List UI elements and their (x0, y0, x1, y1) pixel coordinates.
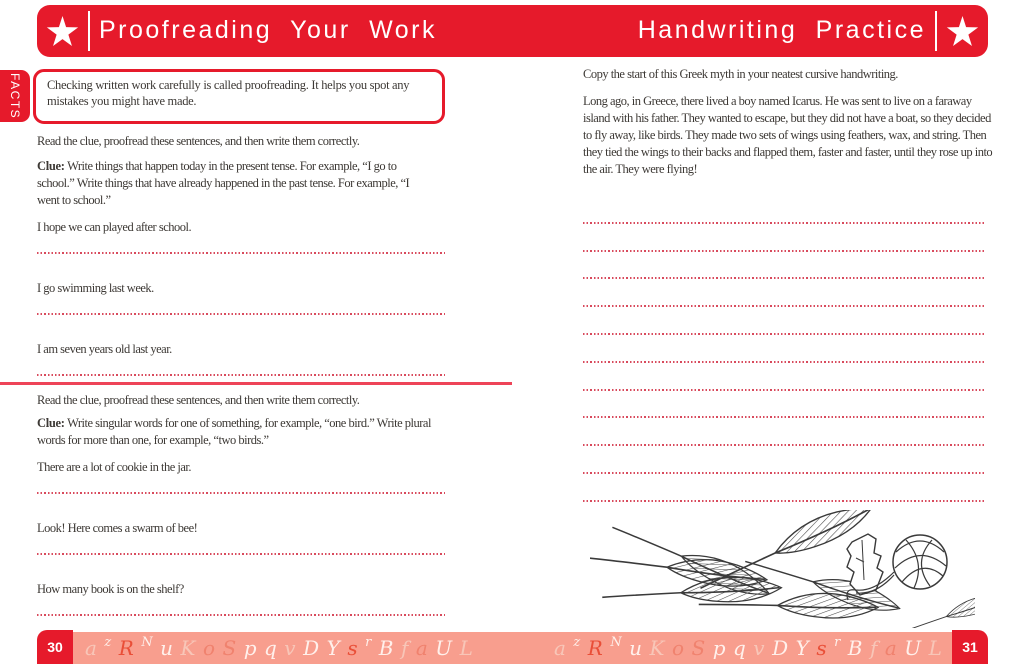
header-bar (37, 5, 988, 57)
clue: Clue: Write things that happen today in the present tense. For example, “I go to school.” Write things that have already happened in the past tense. For example, “I went to school.” (37, 159, 410, 207)
writing-line (583, 418, 985, 446)
cursive-letter: u (160, 636, 174, 660)
cursive-letter: U (904, 636, 922, 660)
exercise-sentence: There are a lot of cookie in the jar. (37, 460, 191, 474)
cursive-letter: D (772, 636, 789, 660)
exercise (37, 520, 452, 555)
cursive-alphabet (85, 632, 473, 664)
cursive-letter: o (202, 636, 216, 660)
clue-label: Clue: (37, 416, 65, 430)
proofreading-section-2 (37, 392, 452, 616)
exercise-list (37, 219, 452, 376)
cursive-letter: p (243, 636, 257, 660)
writing-line (583, 196, 985, 224)
cursive-letter: Y (326, 636, 340, 660)
cursive-letter: L (459, 636, 473, 660)
cursive-letter: a (884, 636, 897, 660)
answer-line (37, 252, 445, 254)
cursive-letter: z (573, 634, 581, 650)
facts-text: Checking written work carefully is called proofreading. It helps you spot any mistakes you might have made. (47, 78, 410, 108)
cursive-letter: K (180, 636, 196, 660)
cursive-letter: B (378, 636, 394, 660)
cursive-letter: K (649, 636, 665, 660)
page-number-left: 30 (37, 630, 73, 664)
exercise (37, 219, 452, 254)
cursive-letter: v (284, 636, 296, 660)
cursive-letter: N (610, 634, 622, 650)
handwriting-section (583, 66, 993, 178)
exercise (37, 341, 452, 376)
cursive-letter: s (816, 636, 827, 660)
cursive-letter: a (415, 636, 428, 660)
greek-myth-passage: Long ago, in Greece, there lived a boy named Icarus. He was sent to live on a faraway island with his father. They wanted to escape, but they did not have a boat, so they decided to fly away, like birds. They made two sets of wings using feathers, wax, and string. Then they tied the wings to their backs and flapped them, faster and faster, until they rose up into the air. They were flying! (583, 94, 993, 176)
writing-line (583, 335, 985, 363)
cursive-letter: a (85, 636, 97, 660)
page-number-right: 31 (952, 630, 988, 664)
footer-alphabet-bar (70, 632, 954, 664)
star-icon (46, 16, 79, 47)
clue: Clue: Write singular words for one of something, for example, “one bird.” Write plural words for more than one, for example, “two birds.” (37, 416, 431, 447)
cursive-letter: p (712, 636, 726, 660)
writing-line (583, 391, 985, 419)
writing-line (583, 252, 985, 280)
exercise-sentence: Look! Here comes a swarm of bee! (37, 521, 198, 535)
answer-line (37, 374, 445, 376)
exercise (37, 459, 452, 494)
clue-label: Clue: (37, 159, 65, 173)
cursive-letter: r (834, 634, 841, 650)
header-separator (935, 11, 937, 51)
star-icon (946, 16, 979, 47)
writing-line (583, 474, 985, 502)
writing-line (583, 446, 985, 474)
cursive-letter: N (141, 634, 153, 650)
right-page-title: Handwriting Practice (637, 15, 926, 44)
writing-line (583, 279, 985, 307)
cursive-letter: u (629, 636, 643, 660)
cursive-letter: v (753, 636, 765, 660)
facts-tab-label: FACTS (8, 72, 22, 120)
feathers-wax-yarn-illustration (590, 510, 975, 628)
exercise-list (37, 459, 452, 616)
cursive-letter: B (847, 636, 863, 660)
exercise-sentence: I am seven years old last year. (37, 342, 172, 356)
answer-line (37, 614, 445, 616)
exercise-sentence: How many book is on the shelf? (37, 582, 184, 596)
writing-line (583, 224, 985, 252)
writing-lines (583, 196, 985, 502)
header-separator (88, 11, 90, 51)
facts-tab (0, 70, 30, 122)
cursive-letter: D (303, 636, 320, 660)
left-page-title: Proofreading Your Work (99, 15, 437, 44)
exercise-sentence: I hope we can played after school. (37, 220, 192, 234)
cursive-alphabet (554, 632, 942, 664)
cursive-letter: L (928, 636, 942, 660)
exercise (37, 581, 452, 616)
cursive-letter: S (222, 636, 237, 660)
proofreading-section-1 (37, 133, 452, 376)
cursive-letter: r (365, 634, 372, 650)
cursive-letter: q (733, 636, 746, 660)
cursive-letter: S (691, 636, 706, 660)
instruction: Copy the start of this Greek myth in your neatest cursive handwriting. (583, 67, 898, 81)
cursive-letter: Y (795, 636, 809, 660)
cursive-letter: f (869, 636, 878, 660)
answer-line (37, 553, 445, 555)
exercise-sentence: I go swimming last week. (37, 281, 154, 295)
cursive-letter: R (587, 636, 603, 660)
cursive-letter: z (104, 634, 112, 650)
facts-box (33, 69, 445, 124)
exercise (37, 280, 452, 315)
cursive-letter: o (671, 636, 685, 660)
instruction: Read the clue, proofread these sentences, and then write them correctly. (37, 134, 360, 148)
cursive-letter: R (118, 636, 134, 660)
writing-line (583, 363, 985, 391)
cursive-letter: s (347, 636, 358, 660)
section-divider (0, 382, 512, 385)
writing-line (583, 307, 985, 335)
answer-line (37, 492, 445, 494)
answer-line (37, 313, 445, 315)
cursive-letter: a (554, 636, 566, 660)
cursive-letter: f (400, 636, 409, 660)
instruction: Read the clue, proofread these sentences, and then write them correctly. (37, 393, 360, 407)
cursive-letter: q (264, 636, 277, 660)
cursive-letter: U (435, 636, 453, 660)
